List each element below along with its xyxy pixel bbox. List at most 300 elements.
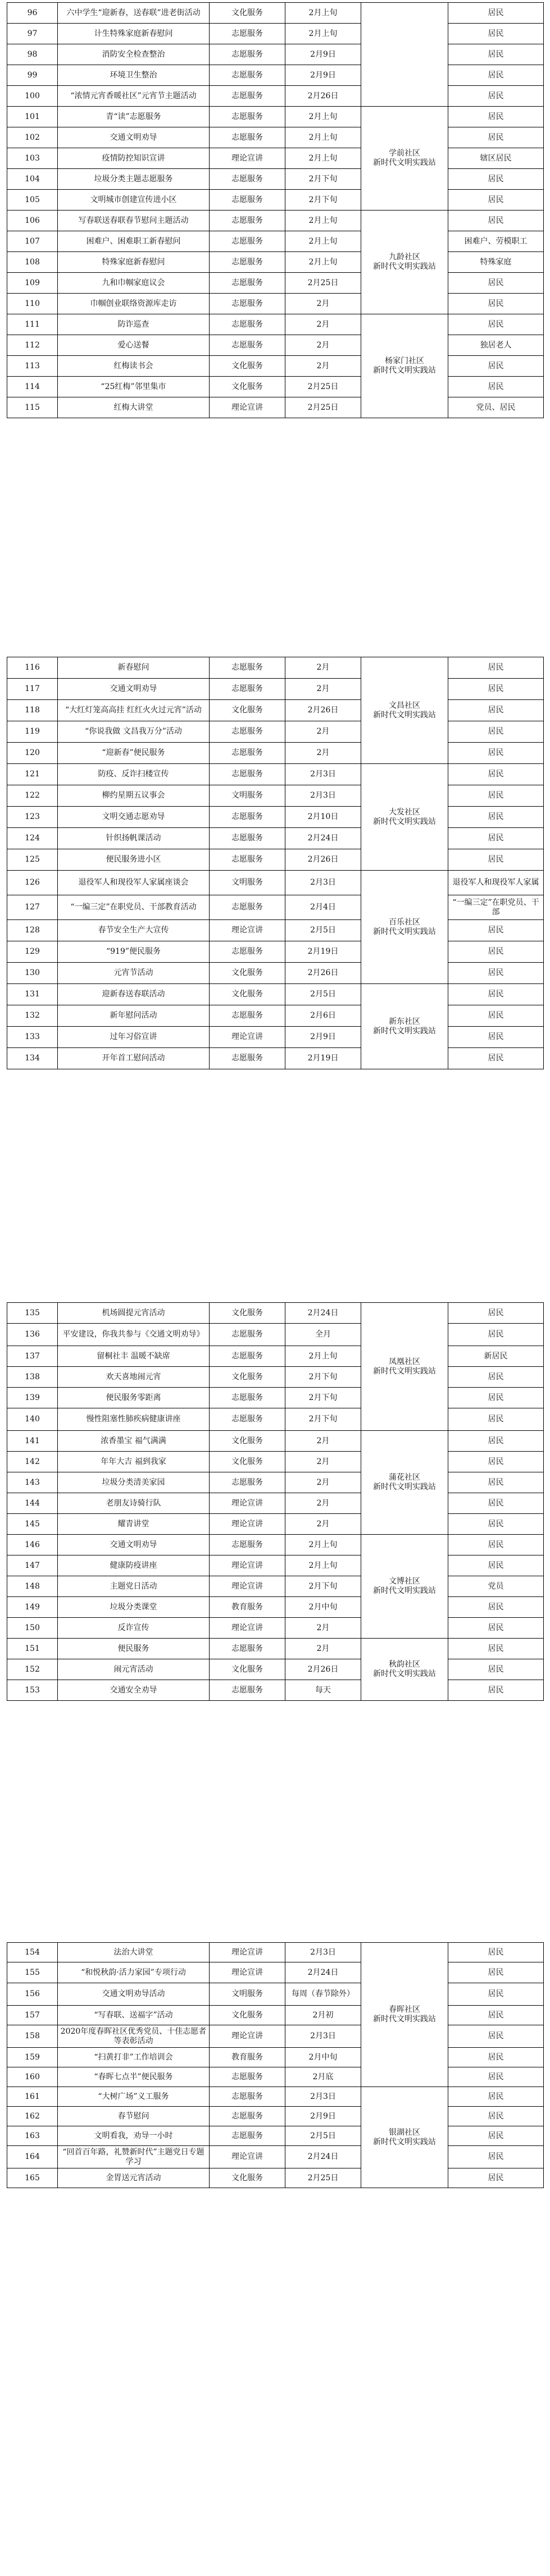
activity-date: 2月9日 [285, 44, 361, 65]
activity-name: 红梅大讲堂 [58, 397, 210, 418]
activity-type: 志愿服务 [210, 1535, 285, 1555]
activity-type: 理论宣讲 [210, 1962, 285, 1983]
activity-name: “一编三定”在职党员、干部教育活动 [58, 895, 210, 920]
organizer-station: 蒲花社区 新时代文明实践站 [361, 1431, 448, 1535]
table-row [7, 849, 544, 871]
activity-name: 法治大讲堂 [58, 1943, 210, 1962]
activity-name: 交通文明劝导 [58, 1535, 210, 1555]
table-row [7, 1048, 544, 1069]
row-number: 96 [7, 3, 58, 24]
table-row [7, 785, 544, 807]
target-audience: 居民 [448, 2048, 544, 2067]
activity-date: 2月 [285, 1639, 361, 1659]
row-number: 119 [7, 721, 58, 743]
table-row [7, 148, 544, 169]
target-audience: 居民 [448, 24, 544, 44]
table-row [7, 1659, 544, 1680]
row-number: 116 [7, 657, 58, 679]
activity-date: 2月3日 [285, 871, 361, 895]
target-audience: 党员 [448, 1576, 544, 1597]
activity-name: 六中学生“迎新春，送春联”进老街活动 [58, 3, 210, 24]
activity-name: 文明看我，劝导一小时 [58, 2126, 210, 2146]
activity-date: 2月 [285, 356, 361, 377]
organizer-station: 新东社区 新时代文明实践站 [361, 984, 448, 1069]
table-row [7, 1943, 544, 1962]
row-number: 135 [7, 1303, 58, 1324]
activity-name: 柳约星期五议事会 [58, 785, 210, 807]
table-row [7, 2146, 544, 2168]
table-row [7, 1639, 544, 1659]
target-audience: 居民 [448, 1493, 544, 1514]
activity-date: 2月上旬 [285, 211, 361, 231]
table-row [7, 1962, 544, 1983]
target-audience: 居民 [448, 2168, 544, 2188]
activity-type: 文化服务 [210, 963, 285, 984]
row-number: 98 [7, 44, 58, 65]
activity-name: 九和巾帼家庭议会 [58, 273, 210, 294]
activity-date: 2月25日 [285, 377, 361, 397]
row-number: 103 [7, 148, 58, 169]
activity-type: 志愿服务 [210, 721, 285, 743]
row-number: 136 [7, 1324, 58, 1346]
row-number: 117 [7, 679, 58, 700]
target-audience: 居民 [448, 1983, 544, 2006]
activity-date: 2月中旬 [285, 1597, 361, 1618]
row-number: 145 [7, 1514, 58, 1535]
activity-date: 2月下旬 [285, 1408, 361, 1431]
activity-date: 2月19日 [285, 1048, 361, 1069]
target-audience: 居民 [448, 273, 544, 294]
table-row [7, 86, 544, 107]
activity-type: 志愿服务 [210, 895, 285, 920]
row-number: 157 [7, 2006, 58, 2025]
target-audience: 居民 [448, 1431, 544, 1452]
target-audience: 居民 [448, 2025, 544, 2048]
organizer-station: 凤凰社区 新时代文明实践站 [361, 1303, 448, 1431]
table-row [7, 1324, 544, 1346]
table-row [7, 377, 544, 397]
activity-name: 健康防疫讲座 [58, 1555, 210, 1576]
table-row [7, 1431, 544, 1452]
activity-type: 志愿服务 [210, 1048, 285, 1069]
target-audience: 居民 [448, 107, 544, 127]
target-audience: 居民 [448, 1680, 544, 1701]
activity-type: 理论宣讲 [210, 920, 285, 941]
target-audience: 居民 [448, 828, 544, 849]
activity-date: 2月下旬 [285, 1576, 361, 1597]
table-row [7, 294, 544, 314]
activity-name: 2020年度春晖社区优秀党员、十佳志愿者等表彰活动 [58, 2025, 210, 2048]
activity-name: 红梅读书会 [58, 356, 210, 377]
table-row [7, 920, 544, 941]
activity-date: 2月6日 [285, 1005, 361, 1027]
activity-type: 教育服务 [210, 2048, 285, 2067]
organizer-station: 百乐社区 新时代文明实践站 [361, 871, 448, 984]
row-number: 147 [7, 1555, 58, 1576]
activity-type: 文化服务 [210, 1303, 285, 1324]
activity-date: 2月26日 [285, 849, 361, 871]
activity-type: 志愿服务 [210, 679, 285, 700]
activity-type: 志愿服务 [210, 107, 285, 127]
activity-name: 过年习俗宣讲 [58, 1027, 210, 1048]
target-audience: “一编三定”在职党员、干部 [448, 895, 544, 920]
table-row [7, 743, 544, 764]
activity-date: 2月上旬 [285, 24, 361, 44]
activity-type: 志愿服务 [210, 314, 285, 335]
organizer-station: 杨家门社区 新时代文明实践站 [361, 314, 448, 418]
row-number: 138 [7, 1367, 58, 1388]
activity-name: “大树广场”义工服务 [58, 2087, 210, 2107]
table-row [7, 1388, 544, 1408]
target-audience: 辖区居民 [448, 148, 544, 169]
target-audience: 居民 [448, 1597, 544, 1618]
activity-date: 2月上旬 [285, 1535, 361, 1555]
activity-type: 志愿服务 [210, 1388, 285, 1408]
row-number: 128 [7, 920, 58, 941]
row-number: 110 [7, 294, 58, 314]
activity-type: 志愿服务 [210, 2087, 285, 2107]
activity-date: 2月26日 [285, 700, 361, 721]
table-row [7, 1597, 544, 1618]
activity-date: 2月 [285, 294, 361, 314]
activity-date: 2月4日 [285, 895, 361, 920]
activity-date: 2月 [285, 335, 361, 356]
activity-name: 交通文明劝导活动 [58, 1983, 210, 2006]
activity-type: 文化服务 [210, 2168, 285, 2188]
row-number: 115 [7, 397, 58, 418]
activity-date: 2月3日 [285, 785, 361, 807]
row-number: 153 [7, 1680, 58, 1701]
activity-type: 志愿服务 [210, 1005, 285, 1027]
activity-name: “919”便民服务 [58, 941, 210, 963]
row-number: 148 [7, 1576, 58, 1597]
table-row [7, 1472, 544, 1493]
target-audience: 居民 [448, 1639, 544, 1659]
table-row [7, 1535, 544, 1555]
activity-type: 理论宣讲 [210, 2025, 285, 2048]
target-audience: 居民 [448, 190, 544, 211]
table-row [7, 356, 544, 377]
organizer-station: 秋韵社区 新时代文明实践站 [361, 1639, 448, 1701]
table-row [7, 1514, 544, 1535]
row-number: 160 [7, 2067, 58, 2087]
row-number: 122 [7, 785, 58, 807]
target-audience: 特殊家庭 [448, 252, 544, 273]
row-number: 161 [7, 2087, 58, 2107]
activity-name: 闹元宵活动 [58, 1659, 210, 1680]
activity-date: 2月26日 [285, 963, 361, 984]
activity-name: 特殊家庭新春慰问 [58, 252, 210, 273]
activity-name: 耀青讲堂 [58, 1514, 210, 1535]
target-audience: 居民 [448, 1388, 544, 1408]
activity-type: 文化服务 [210, 1659, 285, 1680]
row-number: 129 [7, 941, 58, 963]
activity-date: 2月 [285, 657, 361, 679]
activity-name: 防疫、反诈扫楼宣传 [58, 764, 210, 785]
activity-type: 志愿服务 [210, 127, 285, 148]
row-number: 131 [7, 984, 58, 1005]
target-audience: 居民 [448, 984, 544, 1005]
activity-date: 2月26日 [285, 1659, 361, 1680]
target-audience: 居民 [448, 1472, 544, 1493]
activity-date: 2月26日 [285, 86, 361, 107]
activity-name: 春节安全生产大宣传 [58, 920, 210, 941]
activity-name: 文明交通志愿劝导 [58, 807, 210, 828]
activity-date: 2月下旬 [285, 190, 361, 211]
row-number: 123 [7, 807, 58, 828]
activity-type: 志愿服务 [210, 335, 285, 356]
target-audience: 新居民 [448, 1346, 544, 1367]
table-row [7, 335, 544, 356]
table-row [7, 273, 544, 294]
row-number: 163 [7, 2126, 58, 2146]
activity-table-section [7, 2, 544, 418]
table-row [7, 2006, 544, 2025]
activity-name: 垃圾分类清美家园 [58, 1472, 210, 1493]
table-row [7, 231, 544, 252]
activity-date: 2月下旬 [285, 1388, 361, 1408]
row-number: 109 [7, 273, 58, 294]
activity-date: 2月19日 [285, 941, 361, 963]
row-number: 156 [7, 1983, 58, 2006]
row-number: 143 [7, 1472, 58, 1493]
activity-name: 元宵节活动 [58, 963, 210, 984]
target-audience: 居民 [448, 314, 544, 335]
activity-name: 开年首工慰问活动 [58, 1048, 210, 1069]
row-number: 118 [7, 700, 58, 721]
activity-type: 志愿服务 [210, 849, 285, 871]
row-number: 101 [7, 107, 58, 127]
activity-name: 浓香墨宝 福气满满 [58, 1431, 210, 1452]
table-row [7, 1983, 544, 2006]
activity-date: 每天 [285, 1680, 361, 1701]
activity-date: 2月 [285, 1472, 361, 1493]
activity-name: 春节慰问 [58, 2107, 210, 2126]
activity-date: 2月5日 [285, 984, 361, 1005]
activity-name: 爱心送餐 [58, 335, 210, 356]
organizer-station: 九龄社区 新时代文明实践站 [361, 211, 448, 314]
activity-type: 理论宣讲 [210, 1514, 285, 1535]
row-number: 149 [7, 1597, 58, 1618]
activity-date: 每周（春节除外） [285, 1983, 361, 2006]
target-audience: 居民 [448, 2126, 544, 2146]
activity-type: 志愿服务 [210, 273, 285, 294]
activity-type: 志愿服务 [210, 24, 285, 44]
row-number: 132 [7, 1005, 58, 1027]
activity-name: “25红梅”邻里集市 [58, 377, 210, 397]
target-audience: 居民 [448, 377, 544, 397]
activity-date: 2月 [285, 721, 361, 743]
row-number: 108 [7, 252, 58, 273]
organizer-station: 春晖社区 新时代文明实践站 [361, 1943, 448, 2087]
table-row [7, 24, 544, 44]
activity-type: 文化服务 [210, 2006, 285, 2025]
activity-type: 志愿服务 [210, 190, 285, 211]
row-number: 162 [7, 2107, 58, 2126]
activity-date: 2月25日 [285, 273, 361, 294]
target-audience: 居民 [448, 764, 544, 785]
row-number: 100 [7, 86, 58, 107]
activity-name: 疫情防控知识宣讲 [58, 148, 210, 169]
target-audience: 居民 [448, 1367, 544, 1388]
activity-type: 理论宣讲 [210, 1618, 285, 1639]
activity-date: 2月 [285, 1514, 361, 1535]
target-audience: 居民 [448, 3, 544, 24]
activity-type: 志愿服务 [210, 743, 285, 764]
table-row [7, 1005, 544, 1027]
activity-type: 理论宣讲 [210, 1493, 285, 1514]
table-row [7, 1493, 544, 1514]
table-row [7, 1367, 544, 1388]
activity-name: “你说我做 文昌我万分”活动 [58, 721, 210, 743]
organizer-station: 银湖社区 新时代文明实践站 [361, 2087, 448, 2188]
activity-name: 消防安全检查整治 [58, 44, 210, 65]
table-row [7, 2067, 544, 2087]
activity-type: 志愿服务 [210, 657, 285, 679]
activity-type: 志愿服务 [210, 2107, 285, 2126]
activity-name: 迎新春送春联活动 [58, 984, 210, 1005]
activity-name: 写春联送春联春节慰问主题活动 [58, 211, 210, 231]
activity-name: 留桐社丰 温暖不缺席 [58, 1346, 210, 1367]
activity-type: 文明服务 [210, 871, 285, 895]
activity-date: 2月9日 [285, 65, 361, 86]
target-audience: 居民 [448, 65, 544, 86]
target-audience: 居民 [448, 743, 544, 764]
activity-type: 志愿服务 [210, 1472, 285, 1493]
activity-date: 2月3日 [285, 1943, 361, 1962]
activity-type: 文化服务 [210, 3, 285, 24]
table-row [7, 2048, 544, 2067]
activity-date: 2月上旬 [285, 231, 361, 252]
target-audience: 居民 [448, 2006, 544, 2025]
row-number: 114 [7, 377, 58, 397]
activity-type: 志愿服务 [210, 828, 285, 849]
row-number: 113 [7, 356, 58, 377]
activity-date: 2月 [285, 314, 361, 335]
row-number: 141 [7, 1431, 58, 1452]
target-audience: 居民 [448, 2146, 544, 2168]
activity-type: 理论宣讲 [210, 1027, 285, 1048]
target-audience: 居民 [448, 1943, 544, 1962]
row-number: 126 [7, 871, 58, 895]
activity-type: 志愿服务 [210, 764, 285, 785]
activity-date: 2月 [285, 1493, 361, 1514]
activity-type: 理论宣讲 [210, 397, 285, 418]
row-number: 112 [7, 335, 58, 356]
table-row [7, 1408, 544, 1431]
target-audience: 居民 [448, 44, 544, 65]
activity-name: 垃圾分类主题志愿服务 [58, 169, 210, 190]
row-number: 150 [7, 1618, 58, 1639]
table-row [7, 314, 544, 335]
row-number: 164 [7, 2146, 58, 2168]
table-row [7, 2168, 544, 2188]
activity-date: 2月3日 [285, 764, 361, 785]
activity-type: 志愿服务 [210, 1346, 285, 1367]
activity-date: 2月上旬 [285, 252, 361, 273]
activity-type: 文化服务 [210, 984, 285, 1005]
target-audience: 居民 [448, 211, 544, 231]
activity-name: 年年大吉 福到我家 [58, 1452, 210, 1472]
target-audience: 居民 [448, 1514, 544, 1535]
activity-type: 文化服务 [210, 1452, 285, 1472]
target-audience: 居民 [448, 700, 544, 721]
activity-type: 理论宣讲 [210, 1576, 285, 1597]
activity-name: 便民服务 [58, 1639, 210, 1659]
row-number: 158 [7, 2025, 58, 2048]
row-number: 130 [7, 963, 58, 984]
activity-date: 全月 [285, 1324, 361, 1346]
row-number: 154 [7, 1943, 58, 1962]
table-row [7, 1027, 544, 1048]
activity-type: 志愿服务 [210, 211, 285, 231]
activity-name: 慢性阻塞性肺疾病健康讲座 [58, 1408, 210, 1431]
table-row [7, 169, 544, 190]
activity-name: 困难户、困难职工新春慰问 [58, 231, 210, 252]
activity-date: 2月24日 [285, 1303, 361, 1324]
table-row [7, 2087, 544, 2107]
activity-type: 志愿服务 [210, 2126, 285, 2146]
target-audience: 困难户、劳模职工 [448, 231, 544, 252]
target-audience: 居民 [448, 963, 544, 984]
row-number: 142 [7, 1452, 58, 1472]
target-audience: 居民 [448, 849, 544, 871]
table-row [7, 721, 544, 743]
activity-name: 欢天喜地闹元宵 [58, 1367, 210, 1388]
row-number: 155 [7, 1962, 58, 1983]
activity-date: 2月3日 [285, 2087, 361, 2107]
row-number: 127 [7, 895, 58, 920]
activity-table-section [7, 657, 544, 1069]
activity-date: 2月中旬 [285, 2048, 361, 2067]
activity-type: 志愿服务 [210, 807, 285, 828]
activity-name: 老朋友诗骑行队 [58, 1493, 210, 1514]
table-row [7, 397, 544, 418]
table-row [7, 44, 544, 65]
activity-type: 文明服务 [210, 1983, 285, 2006]
activity-type: 志愿服务 [210, 294, 285, 314]
table-row [7, 828, 544, 849]
row-number: 104 [7, 169, 58, 190]
activity-type: 志愿服务 [210, 2067, 285, 2087]
activity-name: “浓情元宵香暖社区”元宵节主题活动 [58, 86, 210, 107]
target-audience: 居民 [448, 721, 544, 743]
row-number: 120 [7, 743, 58, 764]
activity-type: 理论宣讲 [210, 2146, 285, 2168]
activity-date: 2月上旬 [285, 127, 361, 148]
row-number: 139 [7, 1388, 58, 1408]
target-audience: 党员、居民 [448, 397, 544, 418]
activity-date: 2月上旬 [285, 107, 361, 127]
table-row [7, 190, 544, 211]
table-row [7, 65, 544, 86]
table-row [7, 107, 544, 127]
row-number: 144 [7, 1493, 58, 1514]
activity-type: 志愿服务 [210, 65, 285, 86]
target-audience: 居民 [448, 1324, 544, 1346]
target-audience: 居民 [448, 1659, 544, 1680]
row-number: 97 [7, 24, 58, 44]
target-audience: 居民 [448, 356, 544, 377]
row-number: 99 [7, 65, 58, 86]
activity-date: 2月初 [285, 2006, 361, 2025]
activity-type: 文化服务 [210, 356, 285, 377]
activity-name: “回首百年路，礼赞新时代”主题党日专题学习 [58, 2146, 210, 2168]
activity-name: 金胃送元宵活动 [58, 2168, 210, 2188]
organizer-station: 文博社区 新时代文明实践站 [361, 1535, 448, 1639]
table-row [7, 895, 544, 920]
target-audience: 居民 [448, 127, 544, 148]
